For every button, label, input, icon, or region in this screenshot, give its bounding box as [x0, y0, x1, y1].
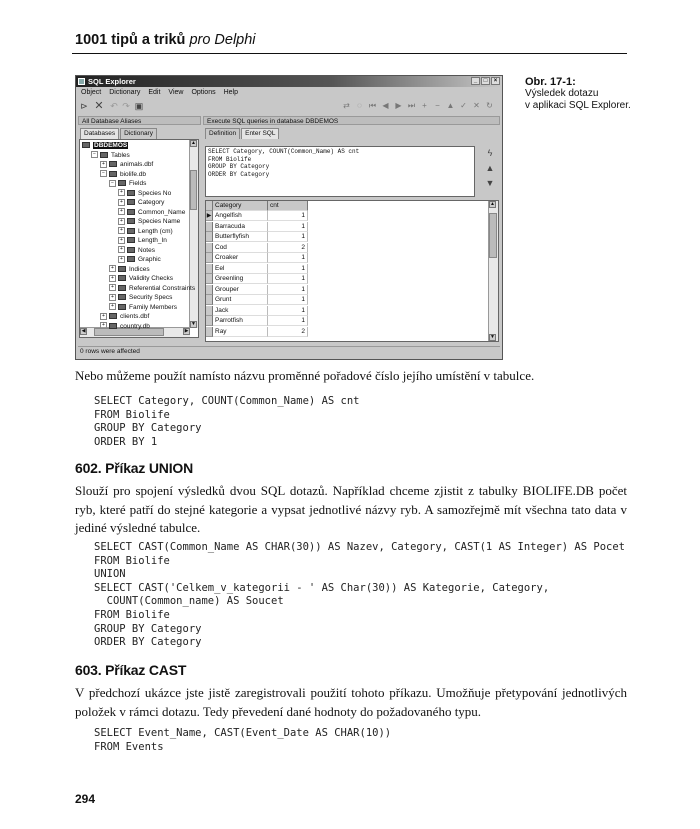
navigator-button-icon[interactable]: ⇄ [343, 101, 350, 110]
table-row[interactable] [206, 306, 308, 316]
tree-node[interactable] [118, 208, 185, 217]
cell-category[interactable]: Angelfish [213, 211, 268, 221]
tree-node[interactable] [100, 160, 153, 169]
row-indicator [206, 232, 213, 242]
cell-cnt[interactable]: 1 [268, 222, 308, 232]
database-tree[interactable] [79, 139, 199, 338]
tree-node[interactable] [100, 322, 150, 331]
table-row[interactable] [206, 316, 308, 326]
cell-category[interactable]: Cod [213, 243, 268, 253]
table-row[interactable] [206, 253, 308, 263]
previous-query-icon[interactable]: ▲ [485, 163, 495, 173]
table-row[interactable] [206, 264, 308, 274]
cell-category[interactable]: Ray [213, 327, 268, 337]
row-indicator [206, 327, 213, 337]
paragraph: V předchozí ukázce jste jistě zaregistrovali použití tohoto příkazu. Umožňuje přetypování jednotlivých položek v rámci dotazu. Tedy převedení dané hodnoty do požadovaného typu. [75, 685, 627, 719]
expand-icon[interactable]: + [118, 218, 125, 225]
table-row[interactable] [206, 211, 308, 221]
navigator-button-icon[interactable]: ▲ [446, 101, 455, 110]
tree-node-label: animals.dbf [120, 161, 154, 168]
tree-node-label: Family Members [129, 303, 178, 311]
cell-cnt[interactable]: 1 [268, 274, 308, 284]
menu-object[interactable]: Object [81, 89, 102, 96]
maximize-button[interactable]: □ [481, 77, 490, 85]
row-indicator [206, 306, 213, 316]
table-icon [118, 285, 126, 291]
app-icon [78, 78, 85, 85]
sql-line: GROUP BY Category [208, 163, 270, 170]
tree-node[interactable] [109, 179, 146, 188]
cell-cnt[interactable]: 1 [268, 306, 308, 316]
grid-header-row [206, 201, 308, 211]
table-icon [127, 256, 135, 262]
table-icon [109, 313, 117, 319]
navigator-button-icon[interactable]: ✕ [473, 101, 480, 110]
table-icon [109, 161, 117, 167]
tree-node-label: clients.dbf [120, 313, 150, 320]
code-line: FROM Biolife [94, 408, 170, 421]
table-icon [109, 171, 117, 177]
tree-node-label: Species Name [138, 218, 181, 225]
left-tabs [80, 128, 158, 139]
code-line: FROM Biolife [94, 554, 170, 567]
expand-icon[interactable]: + [109, 284, 116, 291]
expand-icon[interactable]: + [118, 199, 125, 206]
navigator-button-icon[interactable]: ⏭ [407, 101, 416, 110]
table-icon [127, 209, 135, 215]
tree-node-label: Graphic [138, 256, 161, 263]
expand-icon[interactable]: + [118, 208, 125, 215]
cell-cnt[interactable]: 2 [268, 243, 308, 253]
toolbar [76, 99, 502, 114]
navigator-button-icon[interactable]: − [435, 101, 440, 110]
table-icon [109, 323, 117, 329]
minimize-button[interactable]: _ [471, 77, 480, 85]
table-row[interactable] [206, 232, 308, 242]
row-indicator [206, 316, 213, 326]
tree-vertical-scrollbar[interactable] [189, 140, 198, 328]
book-title-italic: pro Delphi [189, 32, 256, 48]
expand-icon[interactable]: + [109, 303, 116, 310]
navigator-button-icon[interactable]: ◌ [357, 101, 362, 110]
tab-enter-sql[interactable]: Enter SQL [241, 128, 279, 139]
scroll-right-icon[interactable]: ▶ [184, 328, 189, 334]
page-number: 294 [75, 792, 96, 806]
expand-icon[interactable]: + [118, 237, 125, 244]
expand-icon[interactable]: + [109, 265, 116, 272]
tab-dictionary[interactable]: Dictionary [120, 128, 157, 139]
scroll-left-icon[interactable]: ◀ [81, 328, 86, 334]
tab-definition[interactable]: Definition [205, 128, 240, 139]
expand-icon[interactable]: + [118, 227, 125, 234]
tree-node[interactable] [118, 217, 180, 226]
tree-node-label: DBDEMOS [94, 142, 128, 149]
tree-node-label: Length (cm) [138, 227, 173, 235]
delete-icon[interactable]: ✕ [94, 100, 104, 112]
sql-line: SELECT Category, COUNT(Common_Name) AS cnt [208, 148, 360, 155]
tree-node[interactable] [118, 246, 155, 255]
cell-category[interactable]: Barracuda [213, 222, 268, 232]
close-button[interactable]: × [491, 77, 500, 85]
cell-cnt[interactable]: 1 [268, 316, 308, 326]
code-line: GROUP BY Category [94, 422, 202, 435]
tree-node[interactable] [118, 255, 161, 264]
table-row[interactable] [206, 243, 308, 253]
table-row[interactable] [206, 285, 308, 295]
row-indicator [206, 253, 213, 263]
cell-category[interactable]: Greenling [213, 274, 268, 284]
tree-node-label: Indices [129, 265, 150, 273]
scroll-up-icon[interactable]: ▲ [490, 201, 495, 207]
cell-cnt[interactable]: 1 [268, 285, 308, 295]
book-title: 1001 tipů a triků [75, 32, 186, 48]
tree-node[interactable] [82, 141, 128, 150]
next-query-icon[interactable]: ▼ [485, 178, 495, 188]
code-line: SELECT Category, COUNT(Common_Name) AS cnt [94, 395, 360, 407]
menu-dictionary[interactable]: Dictionary [109, 89, 141, 96]
expand-icon[interactable]: + [118, 246, 125, 253]
tree-node[interactable] [109, 274, 173, 283]
tab-databases[interactable]: Databases [80, 128, 119, 139]
collapse-icon[interactable]: − [91, 151, 98, 158]
cell-category[interactable]: Grunt [213, 295, 268, 305]
column-header-category[interactable]: Category [213, 201, 268, 211]
tree-node[interactable] [91, 151, 130, 160]
code-line: SELECT CAST('Celkem_v_kategorii - ' AS Char(30)) AS Kategorie, Category, [94, 581, 550, 594]
expand-icon[interactable]: + [100, 161, 107, 168]
scroll-down-icon[interactable]: ▼ [490, 334, 495, 340]
scroll-thumb[interactable] [190, 170, 197, 210]
navigator-button-icon[interactable]: ⏮ [368, 101, 377, 110]
cell-cnt[interactable]: 2 [268, 327, 308, 337]
menu-options[interactable]: Options [191, 89, 216, 96]
cell-cnt[interactable]: 1 [268, 295, 308, 305]
row-indicator [206, 274, 213, 284]
tree-node[interactable] [109, 303, 177, 312]
row-indicator [206, 201, 213, 211]
paragraph: Nebo můžeme použít namísto názvu proměnné pořadové číslo jejího umístění v tabulce. [75, 368, 535, 383]
tree-node[interactable] [100, 312, 149, 321]
sql-line: FROM Biolife [208, 155, 252, 163]
code-line: UNION [94, 568, 126, 581]
code-line: FROM Biolife [94, 608, 170, 621]
code-line: ORDER BY 1 [94, 435, 158, 448]
right-panel-label: Execute SQL queries in database DBDEMOS [203, 116, 500, 125]
menu-help[interactable]: Help [223, 89, 238, 96]
left-panel-label: All Database Aliases [78, 116, 201, 125]
figure-caption [525, 76, 631, 112]
result-grid[interactable] [205, 200, 499, 342]
running-head [75, 32, 256, 48]
code-line: ORDER BY Category [94, 636, 202, 649]
tree-node-label: Length_In [138, 237, 167, 244]
figure-number: Obr. 17-1: [525, 76, 576, 88]
tree-node[interactable] [109, 293, 172, 302]
code-line: FROM Events [94, 740, 164, 753]
redo-icon[interactable]: ↷ [122, 101, 130, 111]
tree-node[interactable] [118, 236, 167, 245]
row-indicator [206, 285, 213, 295]
caption-line: v aplikaci SQL Explorer. [525, 100, 631, 111]
cell-category[interactable]: Grouper [213, 285, 268, 295]
code-block [94, 541, 625, 650]
tree-node-label: country.db [120, 322, 150, 330]
open-icon[interactable]: ⊳ [80, 101, 88, 111]
cell-category[interactable]: Eel [213, 264, 268, 274]
database-icon [82, 142, 90, 148]
tree-node-label: Validity Checks [129, 275, 173, 282]
cell-cnt[interactable]: 1 [268, 232, 308, 242]
section-heading: 603. Příkaz CAST [75, 662, 187, 678]
expand-icon[interactable]: + [109, 275, 116, 282]
tree-node[interactable] [118, 189, 171, 198]
execute-query-icon[interactable]: ϟ [487, 148, 493, 158]
expand-icon[interactable]: + [109, 294, 116, 301]
tree-node[interactable] [109, 284, 195, 293]
code-line: COUNT(Common_name) AS Soucet [94, 595, 284, 608]
table-icon [127, 199, 135, 205]
window-titlebar [76, 76, 502, 87]
row-indicator [206, 243, 213, 253]
tree-node-label: Notes [138, 246, 155, 254]
navigator-button-icon[interactable]: ↻ [486, 101, 493, 110]
scroll-down-icon[interactable]: ▼ [191, 321, 196, 327]
tree-node-label: Referential Constraints [129, 284, 196, 292]
tree-node-label: Security Specs [129, 294, 173, 301]
tree-node[interactable] [100, 170, 146, 179]
table-icon [127, 190, 135, 196]
sql-line: ORDER BY Category [208, 170, 270, 178]
scroll-up-icon[interactable]: ▲ [191, 140, 196, 146]
table-icon [100, 152, 108, 158]
expand-icon[interactable]: + [118, 189, 125, 196]
sql-side-buttons [481, 148, 499, 193]
undo-icon[interactable]: ↶ [110, 101, 118, 111]
scroll-thumb[interactable] [489, 213, 497, 258]
grid-vertical-scrollbar[interactable] [488, 201, 498, 341]
tree-node-label: Tables [111, 151, 130, 159]
sql-explorer-screenshot [75, 75, 503, 360]
navigator-button-icon[interactable]: ▶ [395, 101, 402, 110]
paragraph: Slouží pro spojení výsledků dvou SQL dotazů. Například chceme zjistit z tabulky BIOLIFE.DB počet ryb, které patří do stejné kategorie a vypsat jednotlivé názvy ryb. A samozřejmě mít všechna tato data v jediné výsledné tabulce. [75, 483, 627, 535]
cell-category[interactable]: Jack [213, 306, 268, 316]
cell-category[interactable]: Croaker [213, 253, 268, 263]
code-line: SELECT CAST(Common_Name AS CHAR(30)) AS Nazev, Category, CAST(1 AS Integer) AS Pocet [94, 541, 626, 553]
menu-view[interactable]: View [168, 89, 184, 96]
header-rule [72, 53, 627, 54]
expand-icon[interactable]: + [118, 256, 125, 263]
cell-category[interactable]: Butterflyfish [213, 232, 268, 242]
tree-node-label: Category [138, 199, 165, 206]
caption-line: Výsledek dotazu [525, 88, 599, 99]
table-icon [118, 275, 126, 281]
table-row[interactable] [206, 222, 308, 232]
tree-node[interactable] [118, 198, 164, 207]
section-heading: 602. Příkaz UNION [75, 460, 193, 476]
right-tabs [205, 128, 280, 139]
tree-node-label: Fields [129, 180, 147, 187]
column-header-cnt[interactable]: cnt [268, 201, 308, 211]
table-icon [118, 266, 126, 272]
table-icon [118, 180, 126, 186]
navigator-button-icon[interactable]: ◀ [382, 101, 389, 110]
table-icon [118, 304, 126, 310]
table-row[interactable] [206, 274, 308, 284]
tree-node-label: Common_Name [138, 208, 186, 216]
window-title: SQL Explorer [88, 77, 136, 86]
cell-category[interactable]: Parrotfish [213, 316, 268, 326]
expand-icon[interactable]: + [100, 322, 107, 329]
collapse-icon[interactable]: − [100, 170, 107, 177]
row-indicator: ▶ [206, 213, 212, 219]
tree-node[interactable] [118, 227, 173, 236]
tree-node-label: Species No [138, 189, 172, 197]
row-indicator [206, 264, 213, 274]
code-line: SELECT Event_Name, CAST(Event_Date AS CHAR(10)) [94, 727, 392, 739]
menu-edit[interactable]: Edit [148, 89, 161, 96]
collapse-icon[interactable]: − [109, 180, 116, 187]
table-icon [127, 218, 135, 224]
cell-cnt[interactable]: 1 [268, 253, 308, 263]
tree-node[interactable] [109, 265, 150, 274]
table-icon [127, 228, 135, 234]
row-indicator [206, 222, 213, 232]
sql-editor[interactable] [205, 146, 475, 197]
cell-cnt[interactable]: 1 [268, 211, 308, 221]
row-indicator [206, 295, 213, 305]
properties-icon[interactable]: ▣ [134, 101, 144, 111]
navigator-toolbar [342, 101, 494, 111]
table-icon [127, 247, 135, 253]
code-block [94, 727, 391, 754]
code-line: GROUP BY Category [94, 622, 202, 635]
cell-cnt[interactable]: 1 [268, 264, 308, 274]
table-icon [127, 237, 135, 243]
expand-icon[interactable]: + [100, 313, 107, 320]
table-icon [118, 294, 126, 300]
menu-bar [76, 87, 502, 98]
table-row[interactable] [206, 327, 308, 337]
table-row[interactable] [206, 295, 308, 305]
status-bar: 0 rows were affected [78, 346, 500, 357]
code-block [94, 395, 360, 449]
navigator-button-icon[interactable]: + [422, 101, 427, 110]
navigator-button-icon[interactable]: ✓ [460, 101, 467, 110]
tree-node-label: biolife.db [120, 170, 147, 178]
